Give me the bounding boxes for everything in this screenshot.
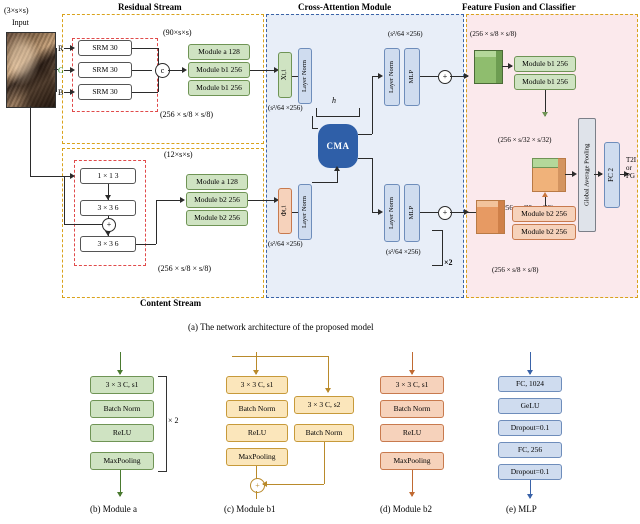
arrow-input-srm3 [70,89,75,95]
module-b1-row-bn: Batch Norm [226,400,288,418]
rgb-split-connector [54,69,58,70]
line-ln-top-to-cma-h [312,128,318,129]
fusion-mid-shape-bottom-label: (256 [500,204,513,212]
line-ln-bottom-h [312,182,338,183]
mlp-diagram [494,352,604,518]
line-conv-to-modules [136,244,156,245]
content-module-b2-1: Module b2 256 [186,192,248,208]
fusion-concat-cube-top [532,158,560,168]
cross-bottom-add-node: + [438,206,452,220]
mlp-in-arrow [527,370,533,375]
residual-module-b1-2: Module b1 256 [188,80,250,96]
residual-out-shape-label: (90×s×s) [163,28,192,37]
arrow-input-srm1 [70,45,75,51]
line-mlp-top-out [420,76,438,77]
mlp-row-fc1: FC, 1024 [498,376,562,392]
input-shape-label: (3×s×s) [4,6,29,15]
mlp-bottom-label: MLP [407,206,415,220]
module-b1-side-down [324,442,325,484]
line-input-down [30,106,31,176]
header-cross-attention: Cross-Attention Module [298,2,392,12]
rgb-split-line [56,48,57,92]
residual-module-a: Module a 128 [188,44,250,60]
arrow-conv1-conv2 [105,195,111,200]
line-residual-to-x [250,70,276,71]
line-srm3-concat [132,92,158,93]
arrow-concat-modules [182,67,187,73]
module-a-repeat-brace [158,376,167,472]
line-srm1-concat [132,48,158,49]
module-b2-row-relu: ReLU [380,424,444,442]
module-b1-add-node: + [250,478,265,493]
mlp-bottom [404,184,420,242]
arrow-gap-to-fc [598,171,603,177]
line-cma-out-bottom-v [372,158,373,212]
module-a-caption: (b) Module a [90,504,137,514]
cross-bottom-out-shape-label: (s²/64 ×256) [386,248,421,256]
fusion-top-in-shape-label: (256 × s/8 × s/8) [470,30,517,38]
srm-block-1: SRM 30 [78,40,132,56]
header-feature-fusion: Feature Fusion and Classifier [462,2,576,12]
module-a-diagram [84,352,202,518]
module-b1-branch-arrow [325,388,331,393]
mlp-row-dropout2: Dropout=0.1 [498,464,562,480]
module-b1-side-conv: 3 × 3 C, s2 [294,396,354,414]
cross-repeat-brace [432,230,443,266]
content-module-b2-2: Module b2 256 [186,210,248,226]
module-b1-out-line [256,491,257,499]
fusion-module-b2-1: Module b2 256 [512,206,576,222]
arrow-bottom-modules-up [542,192,548,197]
module-b1-side-to-add [263,484,324,485]
line-mlp-bottom-out [420,212,438,213]
module-b2-in-arrow [409,370,415,375]
module-b1-side-bn: Batch Norm [294,424,354,442]
arrow-input-srm2 [70,67,75,73]
module-a-row-relu: ReLU [90,424,154,442]
layer-norm-bottom-label: Layer Norm [300,196,308,228]
module-a-out-arrow [117,492,123,497]
layer-norm-top-right [384,48,400,106]
arrow-top-modules-down [542,112,548,117]
input-channel-b: B [58,88,64,97]
module-b1-in-arrow [253,370,259,375]
fusion-bottom-in-shape-label: (256 × s/8 × s/8) [492,266,539,274]
fusion-concat-cube-front [532,166,560,192]
fusion-concat-cube-side [558,158,566,192]
srm-block-2: SRM 30 [78,62,132,78]
module-a-repeat-label: × 2 [168,416,179,425]
phi-token-shape-label: (s²/64 ×256) [268,240,303,248]
h-label: h [332,96,336,105]
line-phi-to-ln [292,212,298,213]
cross-top-out-shape-label: (s²/64 ×256) [388,30,423,38]
cross-top-add-node: + [438,70,452,84]
cross-repeat-label: ×2 [444,258,453,267]
arrow-cma-out-bottom [378,209,383,215]
fusion-module-b1-1: Module b1 256 [514,56,576,72]
fusion-top-cube-top [474,50,498,57]
module-b1-row-maxpool: MaxPooling [226,448,288,466]
module-b1-row-conv: 3 × 3 C, s1 [226,376,288,394]
arrow-cma-up [334,166,340,171]
content-add-node: + [102,218,116,232]
residual-feature-shape-label: (256 × s/8 × s/8) [160,110,214,119]
output-label: T2I or PG [626,156,637,181]
module-a-row-maxpool: MaxPooling [90,452,154,470]
fusion-bottom-cube-top [476,200,500,207]
module-a-row-bn: Batch Norm [90,400,154,418]
module-b2-row-maxpool: MaxPooling [380,452,444,470]
fusion-bottom-cube-front [476,206,500,234]
mlp-top [404,48,420,106]
line-conv-to-modules-v [156,200,157,244]
layer-norm-bottom-right [384,184,400,242]
mlp-caption: (e) MLP [506,504,537,514]
gap-label: Global Average Pooling [583,143,591,207]
header-residual-stream: Residual Stream [118,2,182,12]
caption-a: (a) The network architecture of the proposed model [188,322,374,332]
input-image-thumbnail [6,32,56,108]
content-conv-2: 3 × 3 6 [80,200,136,216]
module-b2-diagram [376,352,486,518]
line-content-to-phi [248,200,276,201]
arrow-cma-out-top [378,73,383,79]
arrow-input-to-conv [70,173,75,179]
layer-norm-bottom [298,184,312,240]
h-brace [316,108,360,117]
fusion-mid-shape-top-label: (256 × s/32 × s/32) [498,136,552,144]
module-b2-row-bn: Batch Norm [380,400,444,418]
input-channel-r: R [58,44,64,53]
module-b2-out-arrow [409,492,415,497]
phi-token-box: Φ t,1 [278,188,292,234]
header-content-stream: Content Stream [140,298,202,308]
line-bottom-add-to-cube [468,212,476,213]
mlp-row-fc2: FC, 256 [498,442,562,458]
fusion-top-cube-side [496,50,503,84]
layer-norm-top-right-label: Layer Norm [387,61,395,93]
content-conv-3: 3 × 3 6 [80,236,136,252]
fusion-bottom-cube-side [498,200,505,234]
line-x-to-ln [292,76,298,77]
cma-block: CMA [318,124,358,168]
residual-module-b1-1: Module b1 256 [188,62,250,78]
fusion-module-b2-2: Module b2 256 [512,224,576,240]
content-module-a: Module a 128 [186,174,248,190]
global-average-pooling [578,118,596,232]
line-ln-top-to-cma [312,116,313,128]
layer-norm-bottom-right-label: Layer Norm [387,197,395,229]
line-cma-out-top-v [372,76,373,134]
x-token-shape-label: (s²/64 ×256) [268,104,303,112]
fc-2-block [604,142,620,208]
module-b1-row-relu: ReLU [226,424,288,442]
fc-2-label: FC 2 [607,168,616,182]
layer-norm-top [298,48,312,104]
line-conv-to-modules-h [156,200,182,201]
module-b1-split-line [232,356,328,357]
x-token-box: X t,1 [278,52,292,98]
module-a-row-conv: 3 × 3 C, s1 [90,376,154,394]
fusion-module-b1-2: Module b1 256 [514,74,576,90]
mlp-row-dropout1: Dropout=0.1 [498,420,562,436]
line-content-skip-h [64,224,102,225]
arrow-conv-to-modules [180,197,185,203]
line-bottom-modules-up [545,196,546,206]
line-input-to-conv [30,176,72,177]
content-out-shape-label: (12×s×s) [164,150,193,159]
module-a-in-arrow [117,370,123,375]
module-b1-branch-line [328,356,329,392]
arrow-top-add-out [464,73,469,79]
fusion-top-cube-front [474,56,498,84]
line-srm2-concat [132,70,152,71]
line-content-skip [64,176,65,224]
module-b1-add-arrow [262,481,267,487]
module-b1-diagram [218,352,360,518]
content-feature-shape-label: (256 × s/8 × s/8) [158,264,212,273]
mlp-out-arrow [527,494,533,499]
line-cma-out-bottom [358,158,372,159]
residual-concat-node: c [155,63,170,78]
arrow-concat-to-gap [572,171,577,177]
mlp-top-label: MLP [407,70,415,84]
layer-norm-top-label: Layer Norm [300,60,308,92]
arrow-cube-to-top-modules [508,63,513,69]
module-b1-caption: (c) Module b1 [224,504,276,514]
content-conv-1: 1 × 1 3 [80,168,136,184]
module-b2-caption: (d) Module b2 [380,504,432,514]
line-cma-out-top [358,134,372,135]
input-sublabel: Input [12,18,29,27]
module-b2-row-conv: 3 × 3 C, s1 [380,376,444,394]
srm-block-3: SRM 30 [78,84,132,100]
mlp-row-gelu: GeLU [498,398,562,414]
input-channel-g: G [58,66,64,75]
